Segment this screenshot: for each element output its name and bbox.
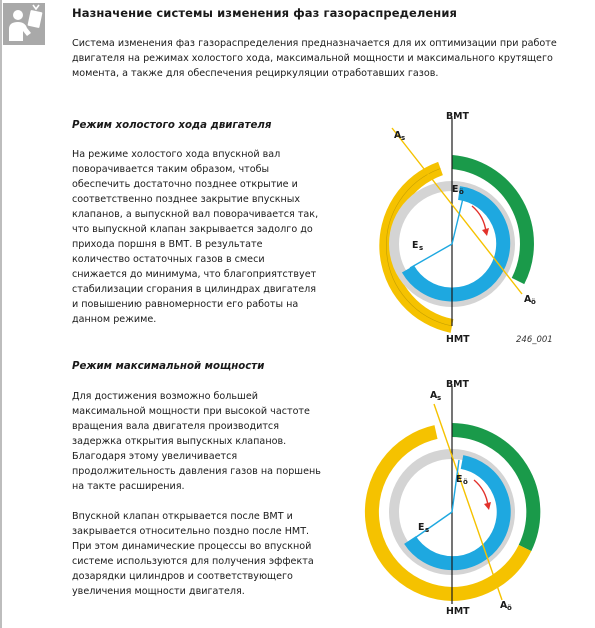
- bdc-label: HMT: [446, 606, 470, 617]
- rotation-arrow: [474, 480, 488, 506]
- figure-number: 246_001: [516, 335, 553, 345]
- exhaust-arc-green: [452, 162, 527, 281]
- bdc-label: HMT: [446, 334, 470, 345]
- valve-timing-diagram-idle: [360, 108, 570, 348]
- exhaust-open-sub: ö: [507, 604, 512, 612]
- tdc-label: BMT: [446, 111, 469, 122]
- valve-timing-diagram-max-power: [360, 376, 570, 626]
- intake-close-sub: s: [425, 526, 430, 534]
- section-title-idle: Режим холостого хода двигателя: [72, 120, 272, 131]
- page-left-rule: [0, 0, 2, 628]
- exhaust-close-label: A: [430, 390, 438, 401]
- intake-open-sub: ö: [463, 478, 468, 486]
- intro-paragraph: Система изменения фаз газораспределения предназначается для их оптимизации при работе двигателя на режимах холостого хода, максимальной мощности и максимального крутящего момента, а также для обеспечения рециркуляции отработавших газов.: [72, 38, 557, 79]
- exhaust-open-sub: ö: [531, 298, 536, 306]
- exhaust-close-label: A: [394, 130, 402, 141]
- reading-person-icon: [3, 3, 45, 45]
- section-body-max-power: [72, 389, 322, 614]
- exhaust-open-label: A: [500, 600, 508, 611]
- paragraph: Впускной клапан открывается после ВМТ и закрывается относительно поздно после НМТ. При этом динамические процессы во впускной системе используются для получения эффекта дозарядки цилиндров и соответствующего увеличения мощности двигателя.: [72, 511, 314, 597]
- intake-close-label: E: [418, 522, 425, 533]
- intake-close-label: E: [412, 240, 419, 251]
- exhaust-open-label: A: [524, 294, 532, 305]
- section-body-idle: [72, 147, 322, 342]
- intake-open-label: E: [452, 184, 459, 195]
- intake-open-label: E: [456, 474, 463, 485]
- tdc-label: BMT: [446, 379, 469, 390]
- intake-open-sub: ö: [459, 188, 464, 196]
- paragraph: Для достижения возможно большей максимальной мощности при высокой частоте вращения вала двигателя производится задержка открытия выпускных клапанов. Благодаря этому увеличивается продолжительность давления газов на поршень на такте расширения.: [72, 391, 321, 492]
- section-title-max-power: Режим максимальной мощности: [72, 361, 265, 372]
- exhaust-close-sub: s: [401, 134, 406, 142]
- exhaust-close-sub: s: [437, 394, 442, 402]
- intake-close-sub: s: [419, 244, 424, 252]
- paragraph: На режиме холостого хода впускной вал поворачивается таким образом, чтобы обеспечить достаточно позднее открытие и соответственно позднее закрытие впускных клапанов, а выпускной вал поворачивается так, что выпускной клапан закрывается задолго до прихода поршня в ВМТ. В результате количество остаточных газов в смеси снижается до минимума, что благоприятствует стабилизации сгорания в цилиндрах двигателя и повышению равномерности его работы на данном режиме.: [72, 149, 319, 325]
- page-title: Назначение системы изменения фаз газораспределения: [72, 6, 457, 20]
